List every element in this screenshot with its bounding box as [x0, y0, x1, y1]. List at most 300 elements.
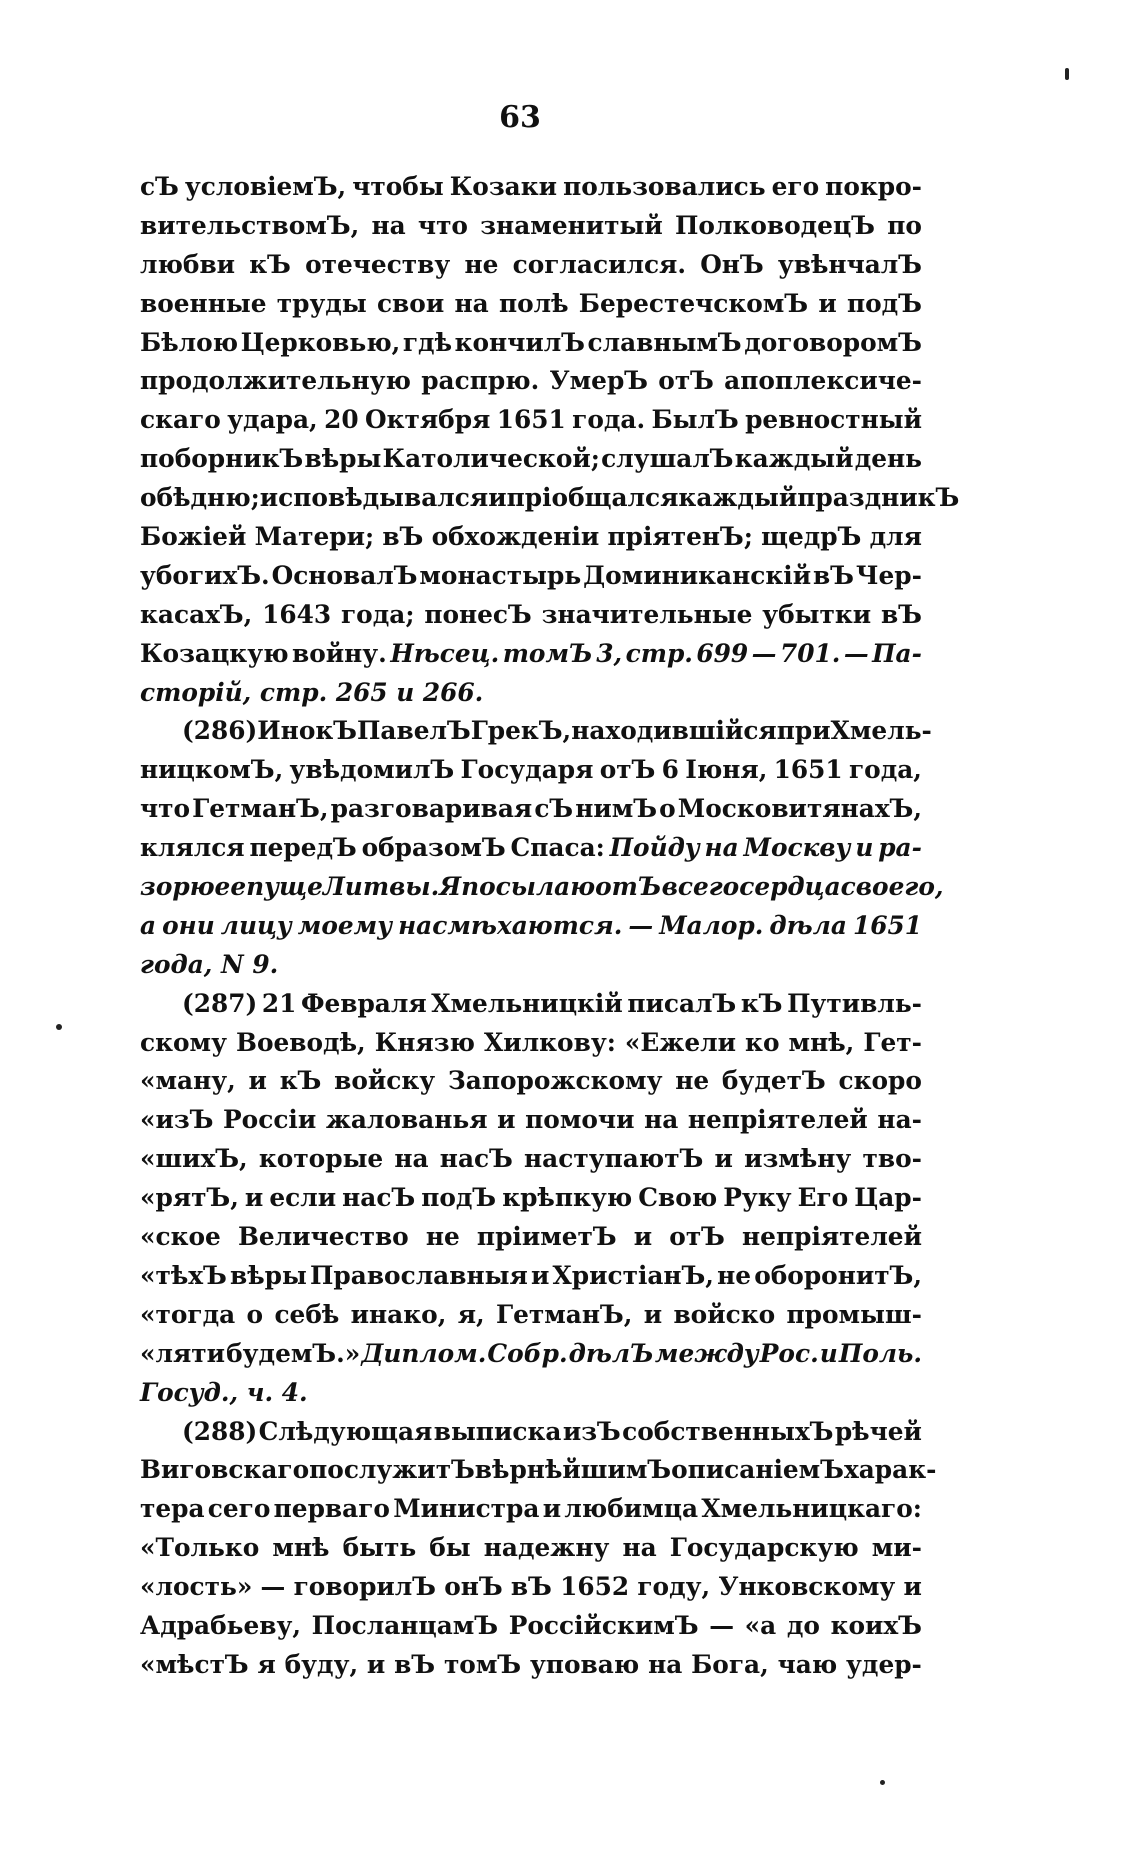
word: и: [366, 1649, 386, 1679]
word: что: [417, 210, 468, 240]
word: убогихЪ.: [140, 560, 270, 590]
word: не: [675, 1066, 710, 1096]
text-line: [140, 1296, 922, 1335]
word: ницкомЪ,: [140, 755, 284, 785]
word: увѣдомилЪ: [289, 755, 455, 785]
word: Воеводѣ,: [236, 1027, 366, 1057]
word: быть: [342, 1533, 417, 1563]
word: передЪ: [249, 833, 357, 863]
word: БерестечскомЪ: [578, 288, 809, 318]
text-line: [140, 168, 922, 207]
text-line: [140, 790, 922, 829]
word: свои: [376, 288, 445, 318]
word: удер-: [846, 1649, 922, 1679]
word: славнымЪ: [587, 327, 742, 357]
word: РоссійскимЪ: [508, 1610, 699, 1640]
word: 1643: [262, 599, 332, 629]
text-line: [140, 907, 922, 946]
text-line: [140, 1568, 922, 1607]
word: «тогда: [140, 1299, 236, 1329]
word: Слѣдующая: [258, 1416, 433, 1446]
word: Его: [797, 1183, 849, 1213]
word: «Ежели: [624, 1027, 736, 1057]
word: выписка: [433, 1416, 562, 1446]
word: отечеству: [305, 249, 451, 279]
page-number: 63: [499, 100, 541, 135]
word: ГрекЪ,: [470, 716, 572, 746]
text-line: [140, 1413, 922, 1452]
word: Спаса:: [510, 833, 605, 863]
word: разговаривая: [330, 794, 533, 824]
word: «тѣхЪ: [140, 1260, 227, 1290]
word: кЪ: [279, 1066, 322, 1096]
word: Величество: [237, 1222, 409, 1252]
text-line: [140, 1062, 922, 1101]
word: Церковью,: [240, 327, 401, 357]
text-line-italic: Госуд., ч. 4.: [140, 1377, 308, 1407]
word: Виговскаго: [140, 1455, 310, 1485]
word: Іюня,: [685, 755, 768, 785]
word: пуще: [246, 872, 323, 902]
word: подЪ: [846, 288, 922, 318]
word: пріятенЪ;: [607, 522, 753, 552]
word: непріятелей: [742, 1222, 922, 1252]
word: на: [704, 833, 739, 863]
word: послужитЪ: [309, 1455, 475, 1485]
word: и: [714, 1144, 733, 1174]
word: Па-: [872, 638, 922, 668]
word: оборонитЪ,: [754, 1260, 922, 1290]
text-line: [140, 946, 922, 985]
text-line-italic: года, N 9.: [140, 949, 279, 979]
word: Собр.: [487, 1338, 568, 1368]
word: они: [162, 910, 215, 940]
word: пріиметЪ: [476, 1222, 617, 1252]
word: 20: [324, 405, 359, 435]
word: —: [260, 1572, 286, 1602]
word: ОсновалЪ: [271, 560, 418, 590]
word: «ляти: [140, 1338, 226, 1368]
word: говорилЪ: [293, 1572, 437, 1602]
word: на: [622, 1533, 657, 1563]
word: ревностный: [745, 405, 922, 435]
word: апоплексиче-: [724, 366, 922, 396]
word: насЪ: [342, 1183, 416, 1213]
word: на: [371, 210, 406, 240]
word: его: [771, 172, 820, 201]
word: мнѣ: [272, 1533, 330, 1563]
word: обѣдню;: [140, 483, 260, 513]
word: войску: [334, 1066, 436, 1096]
word: на: [394, 1144, 429, 1174]
word: и: [542, 1494, 562, 1524]
word: Князю: [374, 1027, 475, 1057]
word: кончилЪ: [454, 327, 585, 357]
word: при: [776, 716, 831, 746]
word: убытки: [762, 599, 872, 629]
text-line: [140, 1646, 922, 1685]
word: будемЪ.»: [226, 1338, 361, 1368]
word: отЪ: [658, 366, 714, 396]
word: войско: [673, 1299, 776, 1329]
word: пользовались: [563, 172, 766, 201]
word: года.: [572, 405, 646, 435]
word: наступаютЪ: [524, 1144, 704, 1174]
word: любимца: [564, 1494, 699, 1524]
word: Хмельницкаго:: [701, 1494, 922, 1524]
word: и: [643, 1299, 663, 1329]
word: полѣ: [498, 288, 569, 318]
word: —: [709, 1610, 734, 1640]
word: Я: [439, 872, 462, 902]
word: «изЪ: [140, 1105, 214, 1135]
word: ГетманЪ,: [495, 1299, 633, 1329]
word: «а: [744, 1610, 777, 1640]
word: томЪ: [502, 638, 593, 668]
word: стр.: [625, 638, 693, 668]
word: на: [454, 288, 489, 318]
word: собственныхЪ: [622, 1416, 834, 1446]
word: не: [717, 1260, 752, 1290]
word: чаю: [777, 1649, 838, 1679]
word: «ское: [140, 1222, 221, 1252]
word: Россіи: [223, 1105, 317, 1135]
word: а: [140, 910, 157, 940]
word: инако,: [350, 1299, 447, 1329]
word: Диплом.: [361, 1338, 487, 1368]
text-line: [140, 674, 922, 713]
word: Католической;: [382, 444, 600, 474]
word: (288): [182, 1416, 258, 1446]
word: вЪ: [382, 522, 424, 552]
word: 701.: [779, 638, 841, 668]
word: надежну: [483, 1533, 610, 1563]
word: каждый: [734, 444, 854, 474]
word: ПолководецЪ: [675, 210, 875, 240]
text-line: [140, 1257, 922, 1296]
word: Путивль-: [787, 988, 922, 1018]
word: года;: [340, 599, 415, 629]
word: касахЪ,: [140, 599, 253, 629]
word: Козацкую: [140, 638, 289, 668]
word: войну.: [292, 638, 387, 668]
word: измѣну: [744, 1144, 852, 1174]
word: онЪ: [444, 1572, 503, 1602]
word: промыш-: [786, 1299, 922, 1329]
word: и: [633, 1222, 653, 1252]
word: описаніемЪ: [671, 1455, 844, 1485]
word: лицу: [220, 910, 292, 940]
word: труды: [276, 288, 367, 318]
word: году,: [637, 1572, 711, 1602]
word: непріятелей: [687, 1105, 868, 1135]
word: ра-: [878, 833, 922, 863]
word: не: [425, 1222, 460, 1252]
word: перваго: [273, 1494, 390, 1524]
word: что: [140, 794, 191, 824]
text-line: [140, 1179, 922, 1218]
word: посылаю: [461, 872, 596, 902]
word: Москву: [743, 833, 851, 863]
word: понесЪ: [424, 599, 532, 629]
word: (286): [182, 716, 258, 746]
text-line: [140, 985, 922, 1024]
word: «Только: [140, 1533, 260, 1563]
text-line: [140, 246, 922, 285]
word: Февраля: [300, 988, 427, 1018]
word: тво-: [862, 1144, 922, 1174]
word: и: [855, 833, 874, 863]
word: значительные: [541, 599, 753, 629]
word: насЪ: [439, 1144, 513, 1174]
word: скаго: [140, 405, 221, 435]
word: клялся: [140, 833, 245, 863]
word: Запорожскому: [447, 1066, 663, 1096]
word: Октября: [364, 405, 491, 435]
word: отЪ: [599, 755, 656, 785]
word: ПавелЪ: [356, 716, 471, 746]
word: увѣнчалЪ: [777, 249, 922, 279]
word: (287): [182, 988, 258, 1018]
word: монастырь: [419, 560, 582, 590]
word: вЪ: [510, 1572, 552, 1602]
word: Рос.: [759, 1338, 819, 1368]
word: 1651: [773, 755, 843, 785]
word: помочи: [525, 1105, 635, 1135]
word: праздникЪ: [797, 483, 960, 513]
scan-speck: [56, 1024, 62, 1030]
word: Литвы.: [322, 872, 440, 902]
text-line: [140, 1140, 922, 1179]
word: щедрЪ: [761, 522, 862, 552]
word: если: [269, 1183, 337, 1213]
word: крѣпкую: [502, 1183, 633, 1213]
word: 1651: [852, 910, 922, 940]
word: БылЪ: [651, 405, 739, 435]
text-line: [140, 1490, 922, 1529]
word: томЪ: [443, 1649, 522, 1679]
word: исповѣдывался: [259, 483, 489, 513]
word: МосковитянахЪ,: [677, 794, 922, 824]
word: Матери;: [254, 522, 375, 552]
word: —: [751, 638, 777, 668]
word: Унковскому: [718, 1572, 896, 1602]
word: —: [628, 910, 654, 940]
word: Чер-: [855, 560, 922, 590]
word: на: [648, 1649, 683, 1679]
text-line: [140, 479, 960, 518]
word: подЪ: [421, 1183, 497, 1213]
word: о: [246, 1299, 264, 1329]
word: Бога,: [691, 1649, 769, 1679]
word: вЪ: [813, 560, 854, 590]
word: Божіей: [140, 522, 247, 552]
word: Нѣсец.: [390, 638, 500, 668]
word: поборникЪ: [140, 444, 304, 474]
word: Пойду: [609, 833, 700, 863]
word: коихЪ: [830, 1610, 922, 1640]
text-line: [140, 1101, 922, 1140]
word: и: [248, 1066, 267, 1096]
word: ОнЪ: [700, 249, 764, 279]
word: всего: [661, 872, 740, 902]
scan-speck: [880, 1780, 885, 1785]
word: и: [244, 1183, 264, 1213]
word: себѣ: [274, 1299, 340, 1329]
text-line: [140, 207, 922, 246]
word: изЪ: [562, 1416, 621, 1446]
text-line: [140, 596, 922, 635]
word: писалЪ: [627, 988, 737, 1018]
text-line: [140, 1451, 937, 1490]
word: Государя: [460, 755, 594, 785]
word: «ману,: [140, 1066, 236, 1096]
word: своего,: [840, 872, 944, 902]
word: любви: [140, 249, 236, 279]
word: года,: [848, 755, 922, 785]
scan-speck: [1065, 68, 1069, 80]
text-line: [140, 751, 922, 790]
word: и: [818, 288, 837, 318]
word: Малор.: [659, 910, 764, 940]
word: Адрабьеву,: [140, 1610, 302, 1640]
text-line: [140, 285, 922, 324]
word: Бѣлою: [140, 327, 239, 357]
text-line: [140, 1607, 922, 1646]
word: и: [903, 1572, 922, 1602]
word: гдѣ: [402, 327, 453, 357]
word: вительствомЪ,: [140, 210, 360, 240]
text-line: [140, 1218, 922, 1257]
word: 3,: [596, 638, 623, 668]
word: образомЪ: [361, 833, 506, 863]
word: кЪ: [249, 249, 291, 279]
word: «мѣстЪ: [140, 1649, 249, 1679]
text-line: [140, 557, 922, 596]
word: вѣры: [229, 1260, 307, 1290]
word: 1651: [496, 405, 566, 435]
word: нимЪ: [575, 794, 658, 824]
word: Гет-: [863, 1027, 922, 1057]
word: 1652: [560, 1572, 630, 1602]
word: Поль.: [838, 1338, 922, 1368]
word: рѣчей: [834, 1416, 922, 1446]
word: ее: [214, 872, 247, 902]
text-line: [140, 1335, 922, 1374]
word: 21: [261, 988, 297, 1018]
text-line: [140, 868, 944, 907]
text-line-italic: сторій, стр. 265 и 266.: [140, 677, 484, 707]
word: день: [854, 444, 922, 474]
word: я: [257, 1649, 276, 1679]
text-line: [140, 440, 922, 479]
word: военные: [140, 288, 267, 318]
word: вЪ: [394, 1649, 436, 1679]
text-line: [140, 1374, 922, 1413]
word: Свою: [638, 1183, 718, 1213]
word: Государскую: [669, 1533, 859, 1563]
word: «рятЪ,: [140, 1183, 239, 1213]
word: УмерЪ: [549, 366, 649, 396]
word: Руку: [723, 1183, 792, 1213]
word: «лость»: [140, 1572, 253, 1602]
word: Хмельницкій: [431, 988, 623, 1018]
word: уповаю: [529, 1649, 640, 1679]
word: скоро: [838, 1066, 922, 1096]
word: которые: [258, 1144, 384, 1174]
word: договоромЪ: [744, 327, 922, 357]
word: сердца: [739, 872, 841, 902]
word: и: [530, 1260, 550, 1290]
word: я,: [457, 1299, 485, 1329]
text-line: [140, 401, 922, 440]
word: на-: [877, 1105, 922, 1135]
word: моему: [297, 910, 393, 940]
word: до: [786, 1610, 820, 1640]
word: Козаки: [449, 172, 558, 201]
word: дѣла: [769, 910, 847, 940]
text-line: [140, 518, 922, 557]
text-line: [140, 324, 922, 363]
word: для: [869, 522, 922, 552]
word: продолжительную: [140, 366, 411, 396]
word: дѣлЪ: [568, 1338, 654, 1368]
word: Хилкову:: [484, 1027, 616, 1057]
word: пріобщался: [506, 483, 679, 513]
word: будетЪ: [721, 1066, 826, 1096]
word: буду,: [284, 1649, 359, 1679]
word: «шихЪ,: [140, 1144, 248, 1174]
word: на: [644, 1105, 679, 1135]
word: и: [819, 1338, 838, 1368]
text-line: [140, 712, 932, 751]
word: и: [488, 483, 507, 513]
word: каждый: [678, 483, 798, 513]
word: сего: [207, 1494, 271, 1524]
word: ПосланцамЪ: [311, 1610, 499, 1640]
word: сЪ: [140, 172, 179, 201]
word: ми-: [871, 1533, 922, 1563]
text-line: [140, 1529, 922, 1568]
word: кЪ: [740, 988, 783, 1018]
word: находившійся: [571, 716, 777, 746]
word: удара,: [227, 405, 318, 435]
word: распрю.: [421, 366, 540, 396]
word: жалованья: [325, 1105, 488, 1135]
text-line: [140, 829, 922, 868]
word: ко: [745, 1027, 780, 1057]
word: согласился.: [512, 249, 687, 279]
word: условіемЪ,: [184, 172, 347, 201]
word: Хмель-: [830, 716, 932, 746]
word: чтобы: [352, 172, 444, 201]
text-line: [140, 1024, 922, 1063]
word: ИнокЪ: [257, 716, 357, 746]
word: обхожденіи: [431, 522, 600, 552]
text-line: [140, 362, 922, 401]
word: —: [843, 638, 869, 668]
word: покро-: [825, 172, 922, 201]
word: скому: [140, 1027, 227, 1057]
word: и: [497, 1105, 516, 1135]
word: отЪ: [669, 1222, 725, 1252]
word: Доминиканскій: [583, 560, 812, 590]
word: по: [887, 210, 922, 240]
body-text: [140, 168, 960, 1685]
word: Министра: [393, 1494, 540, 1524]
word: сЪ: [534, 794, 574, 824]
word: насмѣхаются.: [398, 910, 623, 940]
